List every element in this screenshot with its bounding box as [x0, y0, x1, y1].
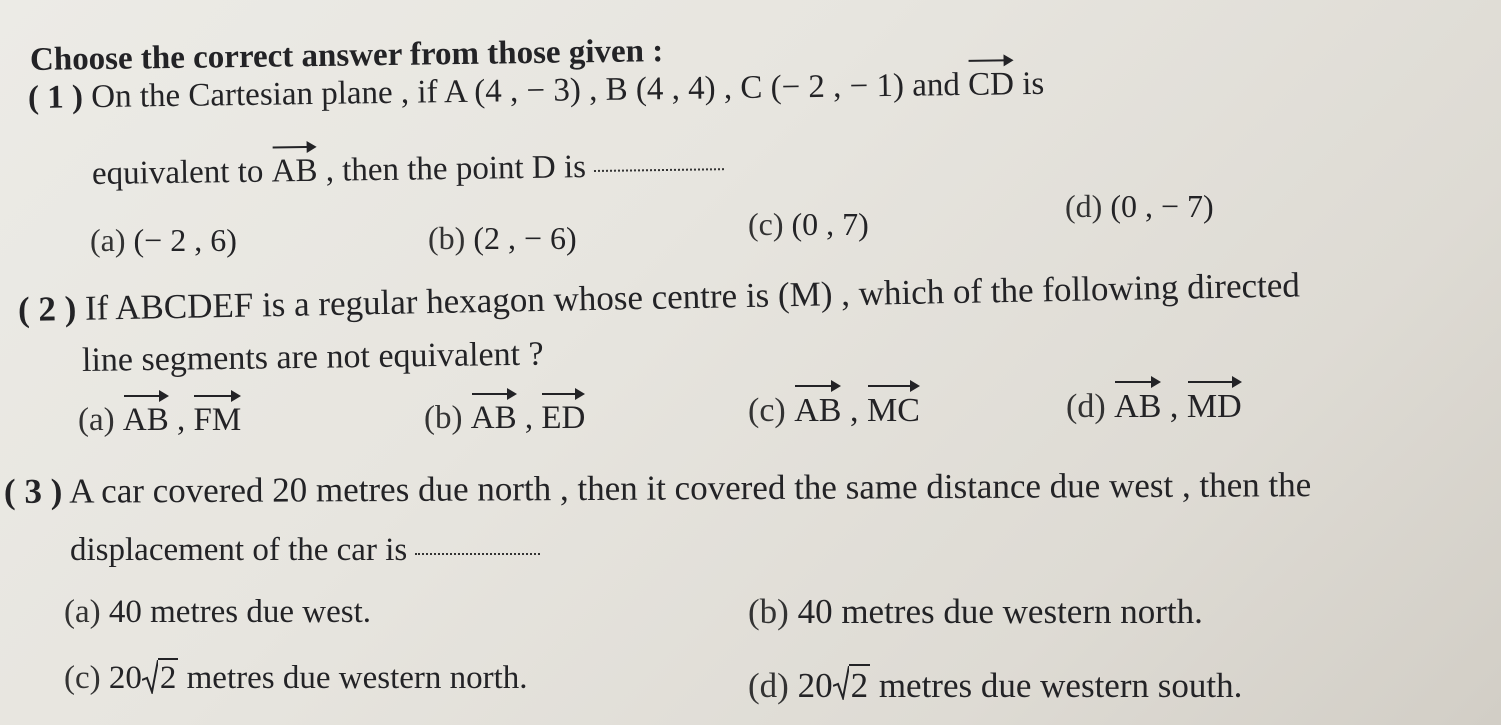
q3-option-a: (a) 40 metres due west.: [64, 594, 371, 630]
vector-ed: ED: [541, 400, 586, 436]
square-root-icon: 2: [142, 658, 179, 695]
vector-mc: MC: [866, 392, 920, 429]
question-3-line-2: displacement of the car is: [70, 534, 540, 567]
vector-ab: AB: [122, 402, 169, 438]
answer-blank: [594, 165, 724, 173]
question-1-text-c: equivalent to: [91, 153, 264, 192]
question-3-text-a: A car covered 20 metres due north , then it covered the same distance due west , then the: [69, 465, 1312, 511]
vector-ab: AB: [470, 400, 517, 436]
question-2-text-a: If ABCDEF is a regular hexagon whose centre is (M) , which of the following directed: [84, 265, 1301, 328]
question-1-text-b: is: [1021, 65, 1045, 103]
q2-option-a: (a) AB , FM: [78, 402, 242, 438]
vector-ab: AB: [271, 152, 318, 190]
heading: Choose the correct answer from those given :: [29, 33, 664, 78]
q1-option-b: (b) (2 , − 6): [428, 220, 577, 256]
vector-ab: AB: [794, 392, 842, 429]
question-3-line-1: [4, 467, 1311, 509]
vector-md: MD: [1186, 388, 1242, 425]
q3-option-c: (c) 20 2 metres due western north.: [64, 660, 528, 696]
question-1-text-d: , then the point D is: [325, 149, 587, 189]
q3-option-b: (b) 40 metres due western north.: [748, 592, 1203, 631]
question-2-line-1: [18, 267, 1300, 327]
q3-option-d: (d) 20 2 metres due western south.: [748, 666, 1243, 705]
vector-fm: FM: [193, 402, 242, 438]
question-1-line-2: [92, 149, 725, 191]
q1-option-d: (d) (0 , − 7): [1065, 188, 1214, 224]
answer-blank: [415, 549, 540, 555]
q1-option-c: (c) (0 , 7): [748, 206, 869, 242]
vector-ab: AB: [1114, 388, 1162, 425]
question-2-number: ( 2 ): [17, 288, 77, 329]
q1-option-a: (a) (− 2 , 6): [90, 222, 237, 258]
q2-option-b: (b) AB , ED: [424, 400, 586, 436]
q2-option-c: (c) AB , MC: [748, 392, 920, 429]
question-1-number: ( 1 ): [27, 79, 84, 116]
vector-cd: CD: [967, 66, 1015, 103]
question-2-line-2: line segments are not equivalent ?: [81, 335, 544, 379]
question-3-number: ( 3 ): [3, 471, 63, 511]
q2-option-d: (d) AB , MD: [1066, 388, 1242, 425]
question-1-text-a: On the Cartesian plane , if A (4 , − 3) , B (4 , 4) , C (− 2 , − 1) and: [90, 66, 961, 116]
square-root-icon: 2: [833, 664, 871, 703]
